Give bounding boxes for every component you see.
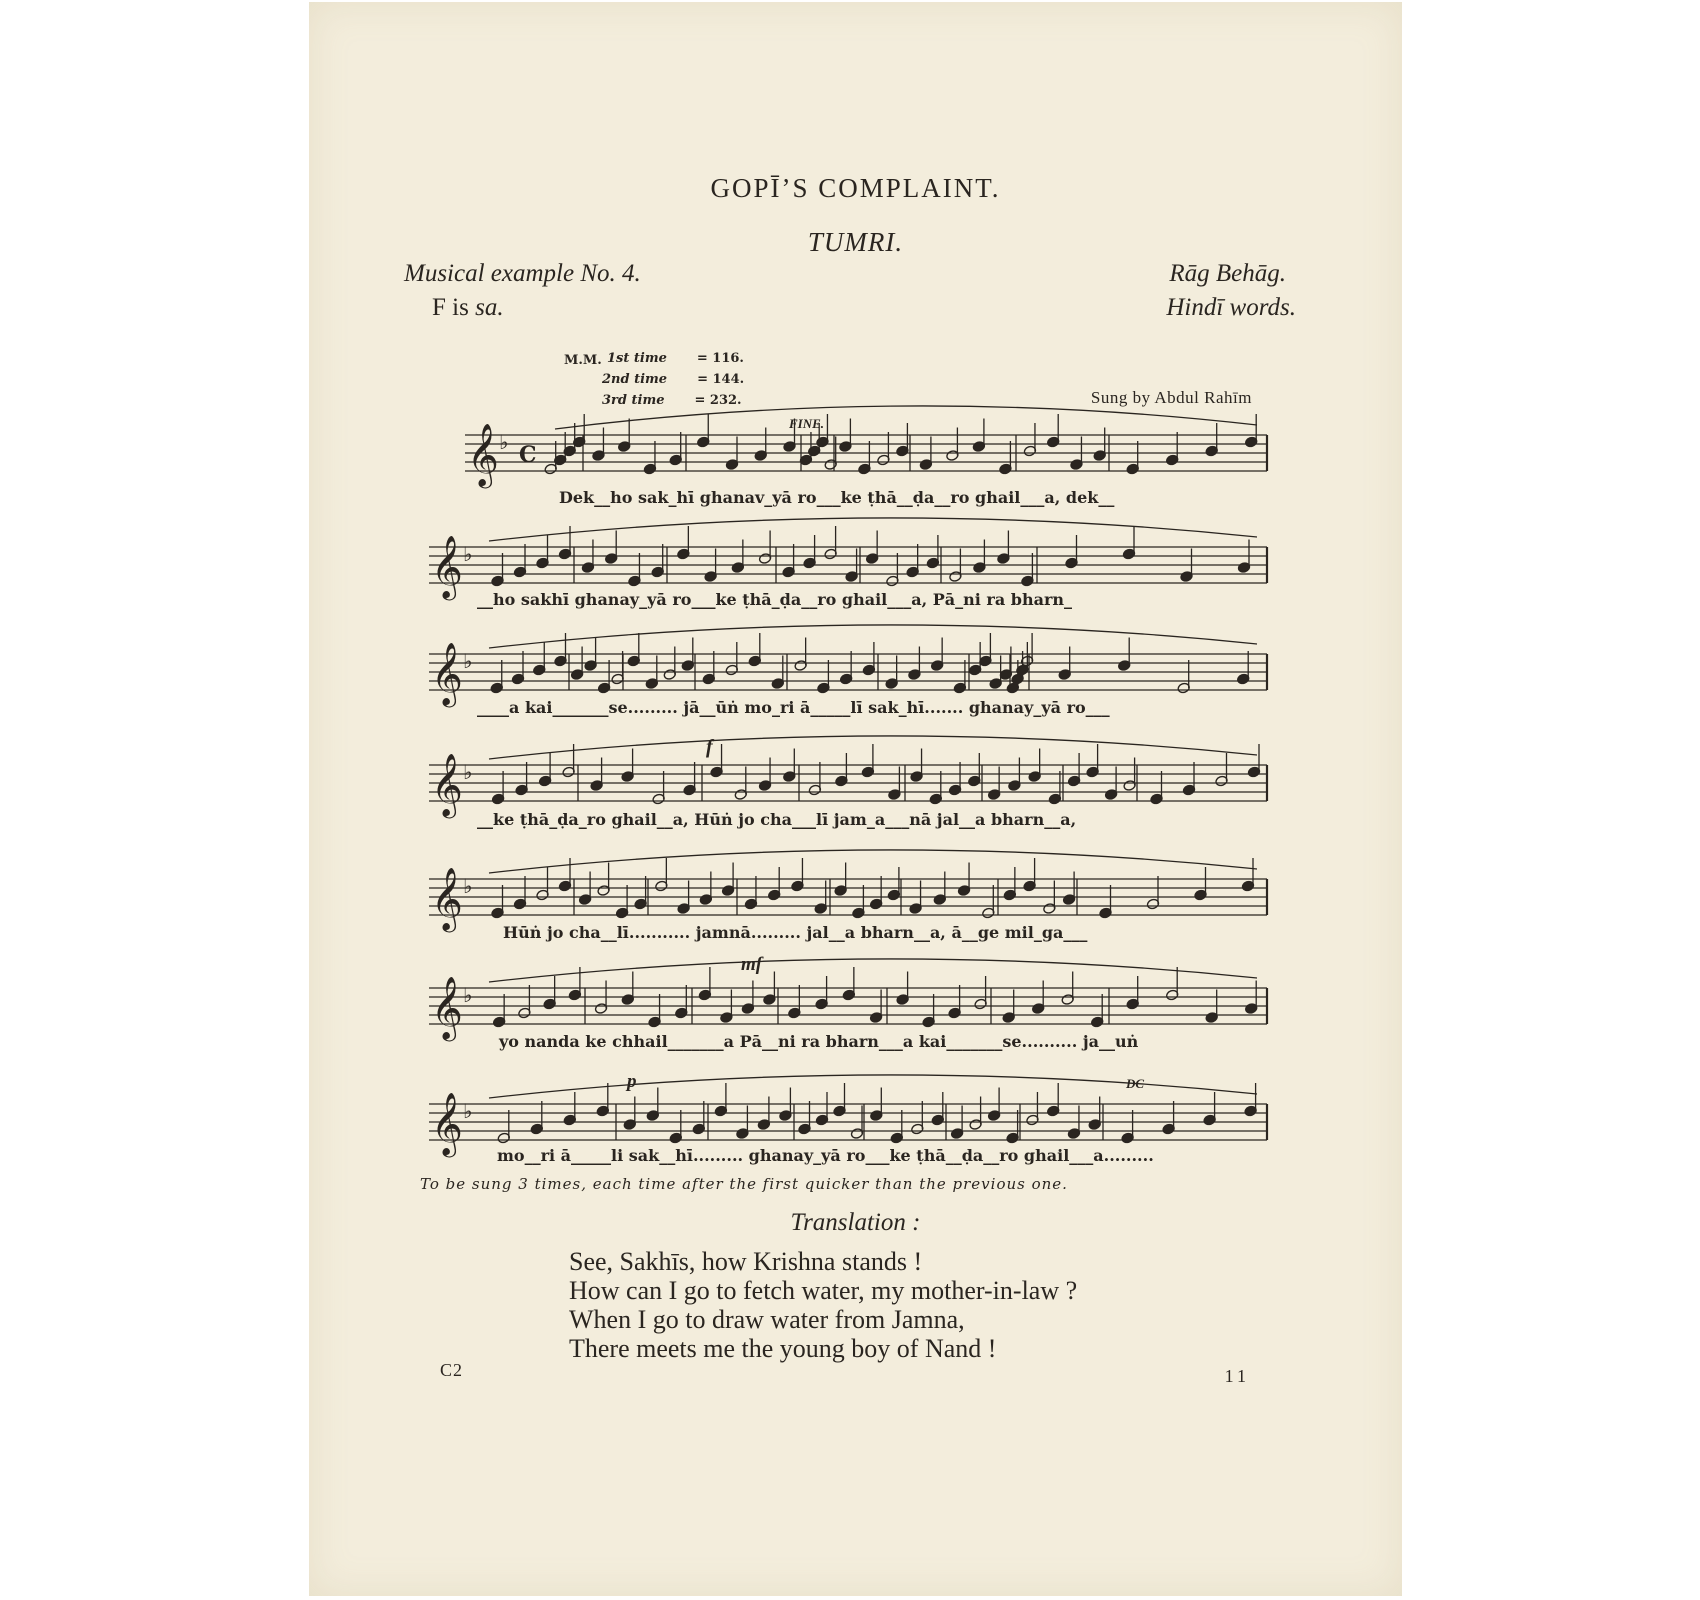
- tempo-line: 1st time = 116.: [607, 351, 744, 366]
- slur: [555, 406, 1257, 429]
- page-title: GOPĪ’S COMPLAINT.: [710, 173, 1001, 203]
- treble-clef-icon: 𝄞: [431, 1092, 463, 1155]
- flat-sign-icon: ♭: [463, 874, 473, 898]
- slur: [489, 518, 1257, 541]
- treble-clef-icon: 𝄞: [431, 867, 463, 930]
- book-page: [309, 2, 1402, 1596]
- tempo-mm: M.M.: [564, 353, 602, 368]
- forte-mark: f: [706, 736, 713, 758]
- treble-clef-icon: 𝄞: [431, 976, 463, 1039]
- translation-line: See, Sakhīs, how Krishna stands !: [569, 1247, 923, 1276]
- common-time-icon: C: [519, 442, 537, 468]
- translation-line: How can I go to fetch water, my mother-in-law ?: [569, 1276, 1078, 1305]
- singer-credit: Sung by Abdul Rahīm: [1090, 388, 1252, 407]
- words-language: Hindī words.: [1166, 294, 1296, 321]
- lyric-line: __ho sakhī ghanay_yā ro___ke ṭhā_ḍa__ro ghail___a, Pā_ni ra bharn_: [477, 590, 1073, 609]
- fine-mark: FINE.: [789, 416, 825, 431]
- tempo-line: 2nd time = 144.: [602, 372, 745, 387]
- piano-mark: p: [627, 1071, 637, 1092]
- slur: [489, 850, 1257, 873]
- flat-sign-icon: ♭: [499, 430, 509, 454]
- treble-clef-icon: 𝄞: [431, 535, 463, 598]
- flat-sign-icon: ♭: [463, 983, 473, 1007]
- lyric-line: Dek__ho sak_hī ghanav_yā ro___ke ṭhā__ḍa__ro ghail___a, dek__: [559, 488, 1115, 507]
- translation-line: There meets me the young boy of Nand !: [569, 1334, 997, 1363]
- da-capo-mark: DC: [1126, 1076, 1145, 1091]
- translation-heading: Translation :: [790, 1209, 921, 1236]
- slur: [489, 959, 1257, 982]
- tempo-line: 3rd time = 232.: [602, 393, 742, 408]
- lyric-line: Hūṅ jo cha__lī........... jamnā......... jal__a bharn__a, ā__ge mil_ga___: [503, 923, 1088, 942]
- example-number: Musical example No. 4.: [404, 260, 641, 287]
- performance-note: To be sung 3 times, each time after the first quicker than the previous one.: [420, 1175, 1068, 1193]
- page-number: 11: [1224, 1366, 1250, 1386]
- signature-mark: C2: [440, 1360, 464, 1380]
- song-form: TUMRI.: [807, 227, 904, 257]
- lyric-line: yo nanda ke chhail_______a Pā__ni ra bharn___a kai_______se.......... ja__uṅ: [499, 1032, 1139, 1051]
- mezzo-forte-mark: mf: [741, 954, 763, 975]
- lyric-line: ____a kai_______se......... jā__ūṅ mo_ri ā_____lī sak_hī....... ghanay_yā ro___: [477, 698, 1110, 717]
- treble-clef-icon: 𝄞: [431, 753, 463, 816]
- flat-sign-icon: ♭: [463, 1099, 473, 1123]
- lyric-line: mo__ri ā_____li sak__hī......... ghanay_yā ro___ke ṭhā__ḍa__ro ghail___a.........: [497, 1146, 1154, 1165]
- key-note: F is sa.: [432, 294, 504, 321]
- translation-line: When I go to draw water from Jamna,: [569, 1305, 965, 1334]
- flat-sign-icon: ♭: [463, 760, 473, 784]
- treble-clef-icon: 𝄞: [431, 642, 463, 705]
- slur: [489, 625, 1257, 648]
- lyric-line: __ke ṭhā_ḍa_ro ghail__a, Hūṅ jo cha___lī jam_a___nā jal__a bharn__a,: [477, 810, 1077, 829]
- flat-sign-icon: ♭: [463, 542, 473, 566]
- rag-name: Rāg Behāg.: [1169, 260, 1286, 287]
- treble-clef-icon: 𝄞: [467, 423, 499, 486]
- flat-sign-icon: ♭: [463, 649, 473, 673]
